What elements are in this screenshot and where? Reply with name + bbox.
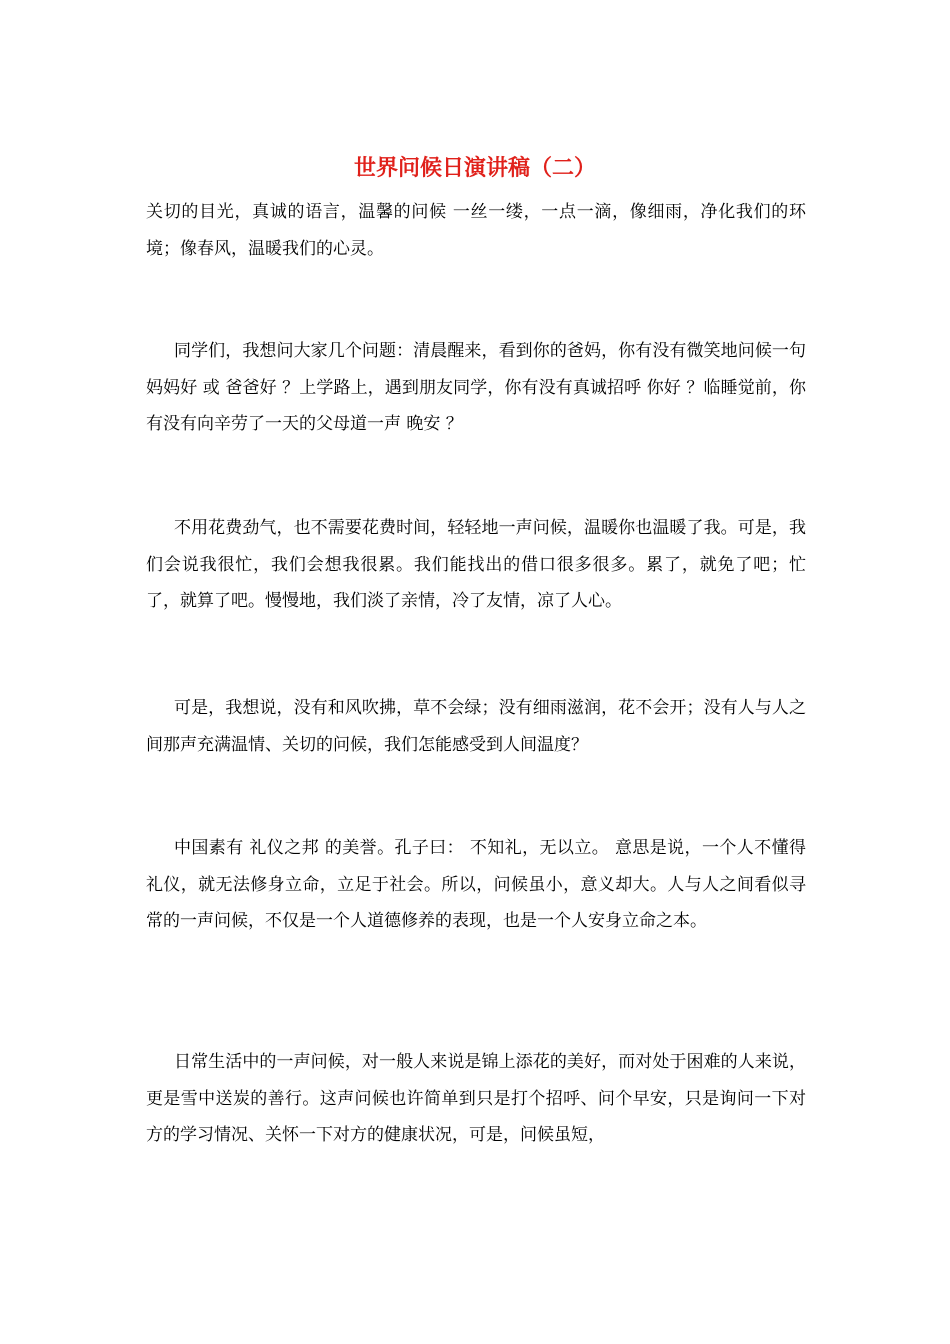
paragraph-5: 中国素有 礼仪之邦 的美誉。孔子曰： 不知礼，无以立。 意思是说，一个人不懂得礼仪，就无法修身立命，立足于社会。所以，问候虽小，意义却大。人与人之间看似寻常的一声问候，不仅是一个人道德修养的表现，也是一个人安身立命之本。 [146, 838, 806, 931]
paragraph-3: 不用花费劲气，也不需要花费时间，轻轻地一声问候，温暖你也温暖了我。可是，我们会说我很忙，我们会想我很累。我们能找出的借口很多很多。累了，就免了吧；忙了，就算了吧。慢慢地，我们淡了亲情，冷了友情，凉了人心。 [146, 518, 806, 611]
paragraph-4: 可是，我想说，没有和风吹拂，草不会绿；没有细雨滋润，花不会开；没有人与人之间那声充满温情、关切的问候，我们怎能感受到人间温度？ [146, 698, 806, 755]
paragraph-2: 同学们，我想问大家几个问题：清晨醒来，看到你的爸妈，你有没有微笑地问候一句 妈妈好 或 爸爸好 ？上学路上，遇到朋友同学，你有没有真诚招呼 你好 ？临睡觉前，你有没有向辛劳了一天的父母道一声 晚安 ？ [146, 341, 806, 434]
paragraph-6: 日常生活中的一声问候，对一般人来说是锦上添花的美好，而对处于困难的人来说，更是雪中送炭的善行。这声问候也许简单到只是打个招呼、问个早安，只是询问一下对方的学习情况、关怀一下对方的健康状况，可是，问候虽短， [146, 1052, 806, 1145]
document-title: 世界问候日演讲稿（二） [353, 155, 596, 181]
paragraph-1: 关切的目光，真诚的语言，温馨的问候 一丝一缕，一点一滴，像细雨，净化我们的环境；像春风，温暖我们的心灵。 [146, 202, 806, 259]
